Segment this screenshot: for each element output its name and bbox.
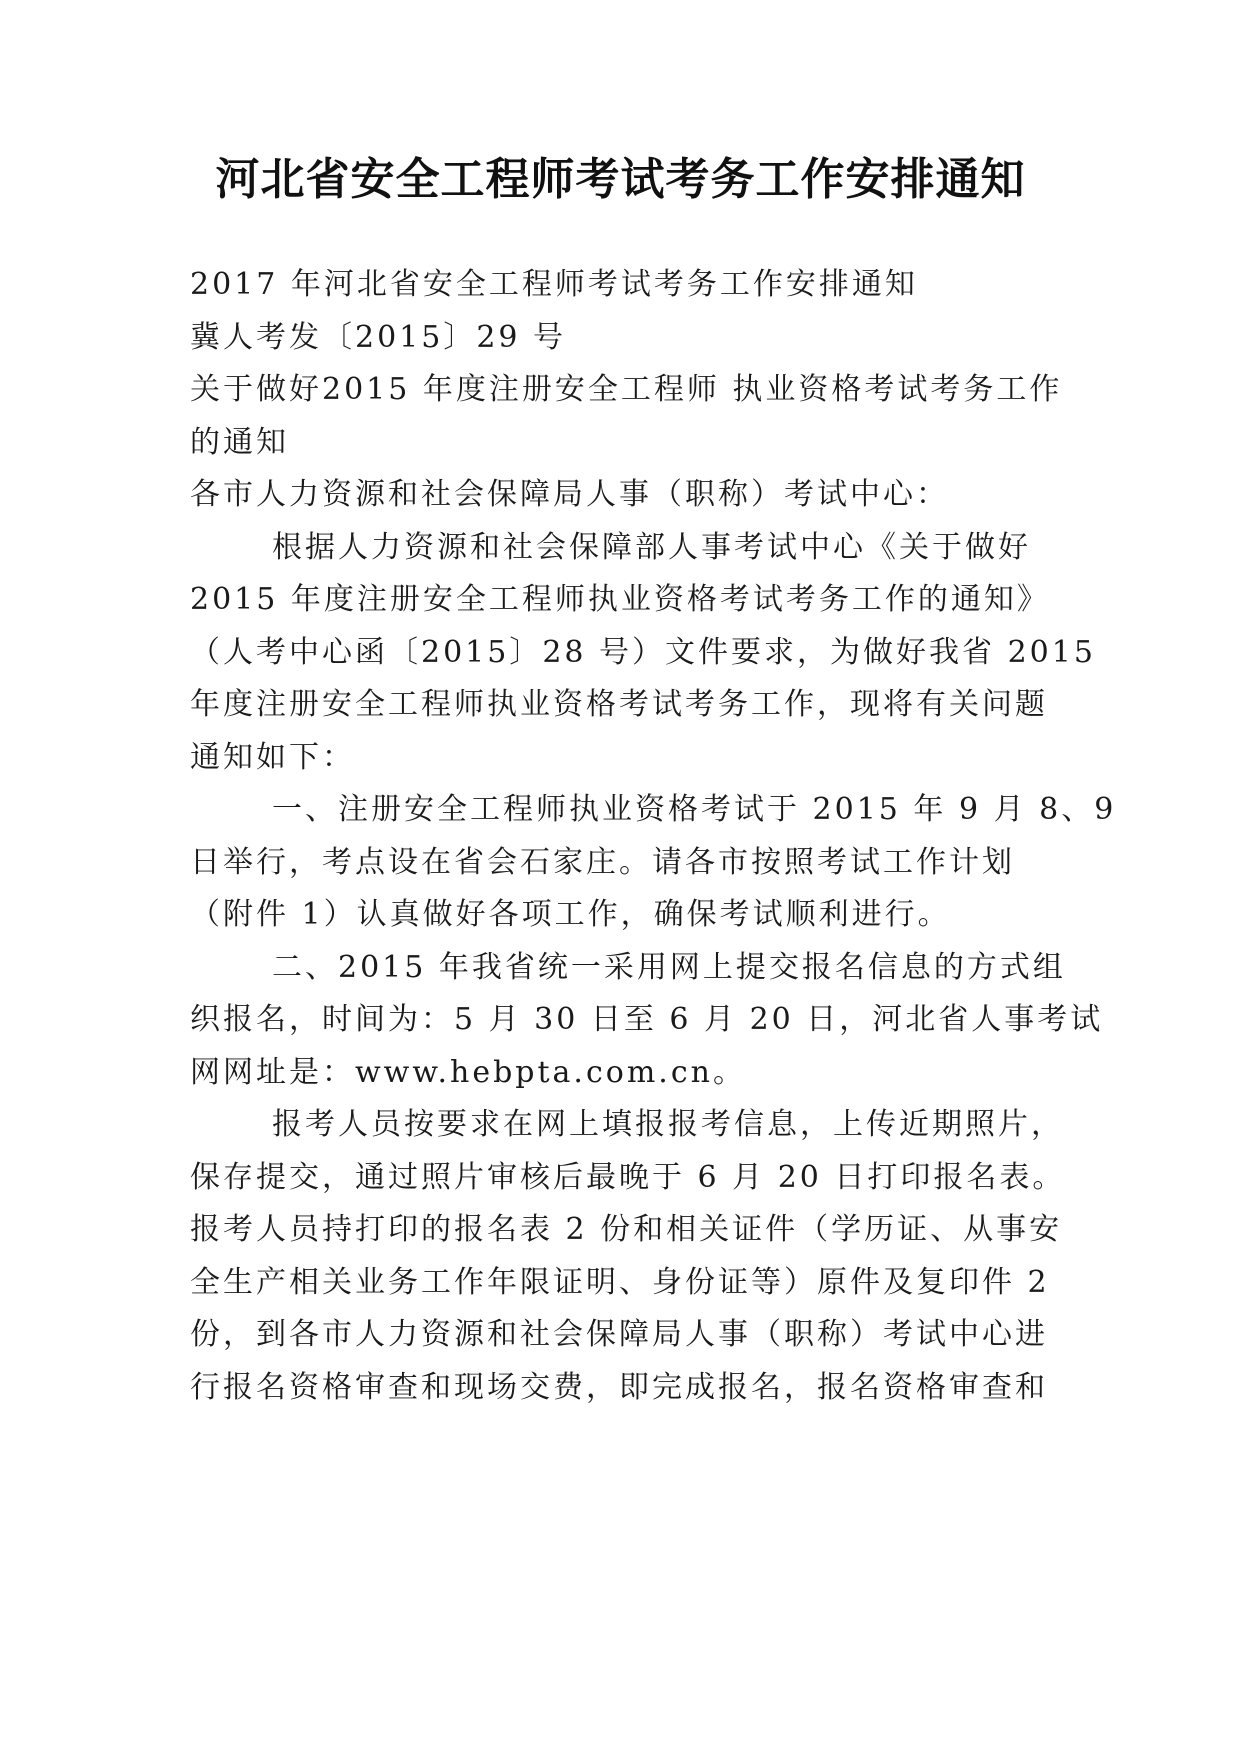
doc-line-para4-4: 全生产相关业务工作年限证明、身份证等）原件及复印件 2 [190,1265,1050,1300]
doc-line-para1-5: 通知如下： [190,740,355,775]
doc-line-addressee: 各市人力资源和社会保障局人事（职称）考试中心： [190,477,949,512]
doc-line-para3-2: 织报名，时间为：5 月 30 日至 6 月 20 日，河北省人事考试 [190,1002,1104,1037]
doc-line-subtitle: 2017 年河北省安全工程师考试考务工作安排通知 [190,267,918,302]
doc-line-para3-3: 网网址是：www.hebpta.com.cn。 [190,1055,746,1090]
doc-line-para2-2: 日举行，考点设在省会石家庄。请各市按照考试工作计划 [190,845,1015,880]
doc-line-para4-2: 保存提交，通过照片审核后最晚于 6 月 20 日打印报名表。 [190,1160,1066,1195]
doc-line-file-number: 冀人考发〔2015〕29 号 [190,320,567,355]
doc-line-para4-5: 份，到各市人力资源和社会保障局人事（职称）考试中心进 [190,1317,1048,1352]
doc-line-para2-1: 一、注册安全工程师执业资格考试于 2015 年 9 月 8、9 [272,792,1117,827]
document-title: 河北省安全工程师考试考务工作安排通知 [215,154,1026,205]
doc-line-para2-3: （附件 1）认真做好各项工作，确保考试顺利进行。 [190,897,951,932]
doc-line-para3-1: 二、2015 年我省统一采用网上提交报名信息的方式组 [272,950,1066,985]
doc-line-para1-4: 年度注册安全工程师执业资格考试考务工作，现将有关问题 [190,687,1048,722]
doc-line-para1-3: （人考中心函〔2015〕28 号）文件要求，为做好我省 2015 [190,635,1096,670]
doc-line-para1-2: 2015 年度注册安全工程师执业资格考试考务工作的通知》 [190,582,1050,617]
doc-line-para4-6: 行报名资格审查和现场交费，即完成报名，报名资格审查和 [190,1370,1048,1405]
doc-line-para1-1: 根据人力资源和社会保障部人事考试中心《关于做好 [272,530,1031,565]
doc-line-para4-3: 报考人员持打印的报名表 2 份和相关证件（学历证、从事安 [190,1212,1063,1247]
doc-line-notice-title-2: 的通知 [190,425,289,460]
doc-line-notice-title-1: 关于做好2015 年度注册安全工程师 执业资格考试考务工作 [190,372,1063,407]
doc-line-para4-1: 报考人员按要求在网上填报报考信息，上传近期照片， [272,1107,1064,1142]
